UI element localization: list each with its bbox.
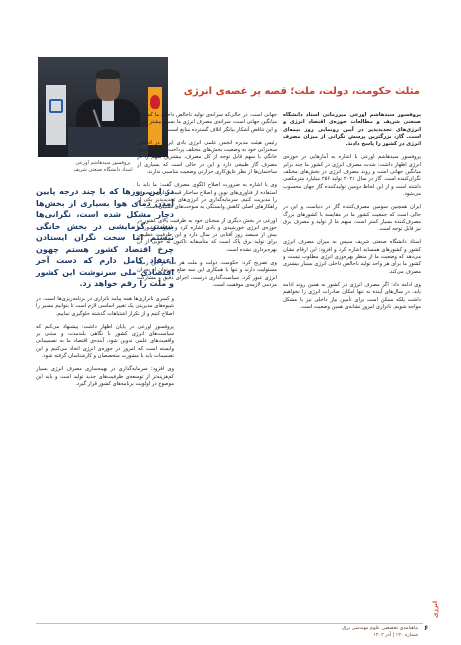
column-right	[283, 112, 421, 612]
flame-icon	[150, 95, 160, 109]
column-left	[36, 296, 174, 612]
issue-info: شماره ۱۳۰ | آذر ۱۴۰۲	[373, 632, 418, 638]
footer-divider	[36, 623, 423, 624]
paragraph: وی افزود: سرمایه‌گذاری در بهینه‌سازی مصرف انرژی بسیار کم‌هزینه‌تر از توسعه‌ی ظرفیت‌های جدید تولید است و باید این موضوع در اولویت برنامه‌های کشور قرار گیرد.	[36, 366, 174, 387]
paragraph: رئیس هیئت مدیره انجمن علمی انرژی بادی ایران در ادامه‌ی سخنرانی خود به وضعیت بخش‌های مختلف پرداخت و گفت: بخش خانگی با سهم قابل توجه از کل مصرف، بیشترین سهم را در مصرف گاز طبیعی دارد و این در حالی است که بسیاری از ساختمان‌ها از نظر عایق‌کاری حرارتی وضعیت مناسبی ندارند.	[137, 139, 277, 176]
paragraph: اورعی در بخش دیگری از سخنان خود به ظرفیت بالای کشور در حوزه‌ی انرژی خورشیدی و بادی اشاره کرد و افزود: کشور ما بیش از سیصد روز آفتابی در سال دارد و این ظرفیت عظیمی برای تولید برق پاک است که متأسفانه تاکنون به خوبی از آن بهره‌برداری نشده است.	[137, 217, 277, 253]
paragraph: پروفسور سیدهاشم اورعی میرزمانی استاد دانشگاه صنعتی شریف و مطالعات حوزه‌ی اقتصاد انرژی و انرژی‌های تجدیدپذیر در آیین رونمایی روز بیمه‌ای است. گاز، بزرگترین پرسش نگرانی از میزان مصرف انرژی در کشور را پاسخ دادند.	[283, 112, 421, 148]
paragraph: وی ادامه داد: اگر مصرف انرژی در کشور به همین روند ادامه یابد، در سال‌های آینده نه تنها امکان صادرات انرژی را نخواهیم داشت بلکه ممکن است برای تأمین نیاز داخلی نیز با مشکل مواجه شویم. ناترازی امروز نشانه‌ی همین وضعیت است.	[283, 281, 421, 310]
page-number: ۶	[424, 624, 429, 632]
podium	[68, 127, 148, 157]
paragraph: استاد دانشگاه صنعتی شریف سپس به میزان مصرف انرژی کشور و کشورهای همسایه اشاره کرد و افزود: این ارقام نشان می‌دهد که وضعیت ما از منظر بهره‌وری انرژی مطلوب نیست و کشور ما برای هر واحد تولید ناخالص داخلی انرژی بسیار بیشتری مصرف می‌کند.	[283, 239, 421, 275]
page-footer	[246, 626, 418, 639]
paragraph: ایران همچنین سومین مصرف‌کننده گاز در دنیاست و این در حالی است که جمعیت کشور ما در مقایسه با کشورهای بزرگ مصرف‌کننده بسیار کمتر است. سهم ما از تولید و مصرف برق نیز قابل توجه است.	[283, 204, 421, 233]
speaker-shirt	[102, 99, 114, 121]
magazine-name: ماهنامه‌ی تخصصی علوم مهندسی برق	[342, 626, 418, 631]
caption-name: پروفسور سیدهاشم اورعی	[75, 160, 131, 166]
paragraph: جهانی است. در حالی‌که سرانه‌ی تولید ناخالص داخلی ما کمتر از میانگین جهانی است، سرانه‌ی مصرف انرژی ما بسیار بیشتر است و این تناقض آشکار بیانگر اتلاف گسترده منابع است.	[137, 112, 277, 133]
caption-affiliation: استاد دانشگاه صنعتی شریف	[73, 167, 133, 173]
pull-quote: در این روزها که با چند درجه پایین آمدن دمای هوا بسیاری از بخش‌ها دچار مشکل شده است، نگرانی‌ها بیشتر گرمایشی در بخش خانگی نیستم اما سخت نگران ایستادن چرخ اقتصاد کشور هستم چهون اعتقاد کامل دارم که دست آخر اقتصادی ملی سرنوشت این کشور و ملت را رقم خواهد زد.	[36, 187, 174, 288]
paragraph: وی با اشاره به ضرورت اصلاح الگوی مصرف گفت: ما باید با استفاده از فناوری‌های نوین و اصلاح ساختار قیمت‌گذاری، مصرف را مدیریت کنیم. سرمایه‌گذاری در انرژی‌های تجدیدپذیر یکی از راهکارهای اصلی کاهش وابستگی به سوخت‌های فسیلی است.	[137, 182, 277, 211]
section-logo: انرژی	[432, 601, 439, 619]
article-title: مثلث حکومت، دولت، ملت؛ قصه پر غصه‌ی انرژی	[183, 86, 420, 97]
paragraph: و کسری ناترازی‌ها همه پیامد ناترازی در برنامه‌ریزی‌ها است. در شیوه‌های مدیریتی یک تغییر اساسی لازم است تا بتوانیم مسیر را اصلاح کنیم و از تکرار اشتباهات گذشته جلوگیری نماییم.	[36, 296, 174, 317]
university-banner	[46, 85, 66, 145]
paragraph: پروفسور سیدهاشم اورعی با اشاره به آمارهایی در حوزه‌ی انرژی اظهار داشت: شدت مصرف انرژی در کشور ما چند برابر میانگین جهانی است و روند مصرف انرژی در بخش‌های مختلف نگران‌کننده است. گاز در سال ۲۰۲۱ تولید ۲۵۶ میلیارد مترمکعبی داشته است و از این لحاظ دومین تولیدکننده گاز جهان محسوب می‌شود.	[283, 154, 421, 197]
speaker-hair	[96, 69, 120, 79]
paragraph: وی تصریح کرد: حکومت، دولت و ملت هر سه در این زمینه مسئولیت دارند و تنها با همکاری این سه ضلع می‌توان از بحران انرژی عبور کرد. سیاست‌گذاری درست، اجرای دقیق و مشارکت مردمی لازمه‌ی موفقیت است.	[137, 260, 277, 288]
university-logo-icon	[49, 99, 63, 113]
paragraph: پروفسور اورعی در پایان اظهار داشت: پیشنهاد می‌کنم که سیاست‌های انرژی کشور با نگاهی بلندمدت و مبتنی بر واقعیت‌های علمی تدوین شود. آینده‌ی اقتصاد ما به تصمیماتی وابسته است که امروز در حوزه‌ی انرژی اتخاذ می‌کنیم و این تصمیمات باید با مشورت متخصصان و کارشناسان گرفته شود.	[36, 323, 174, 360]
